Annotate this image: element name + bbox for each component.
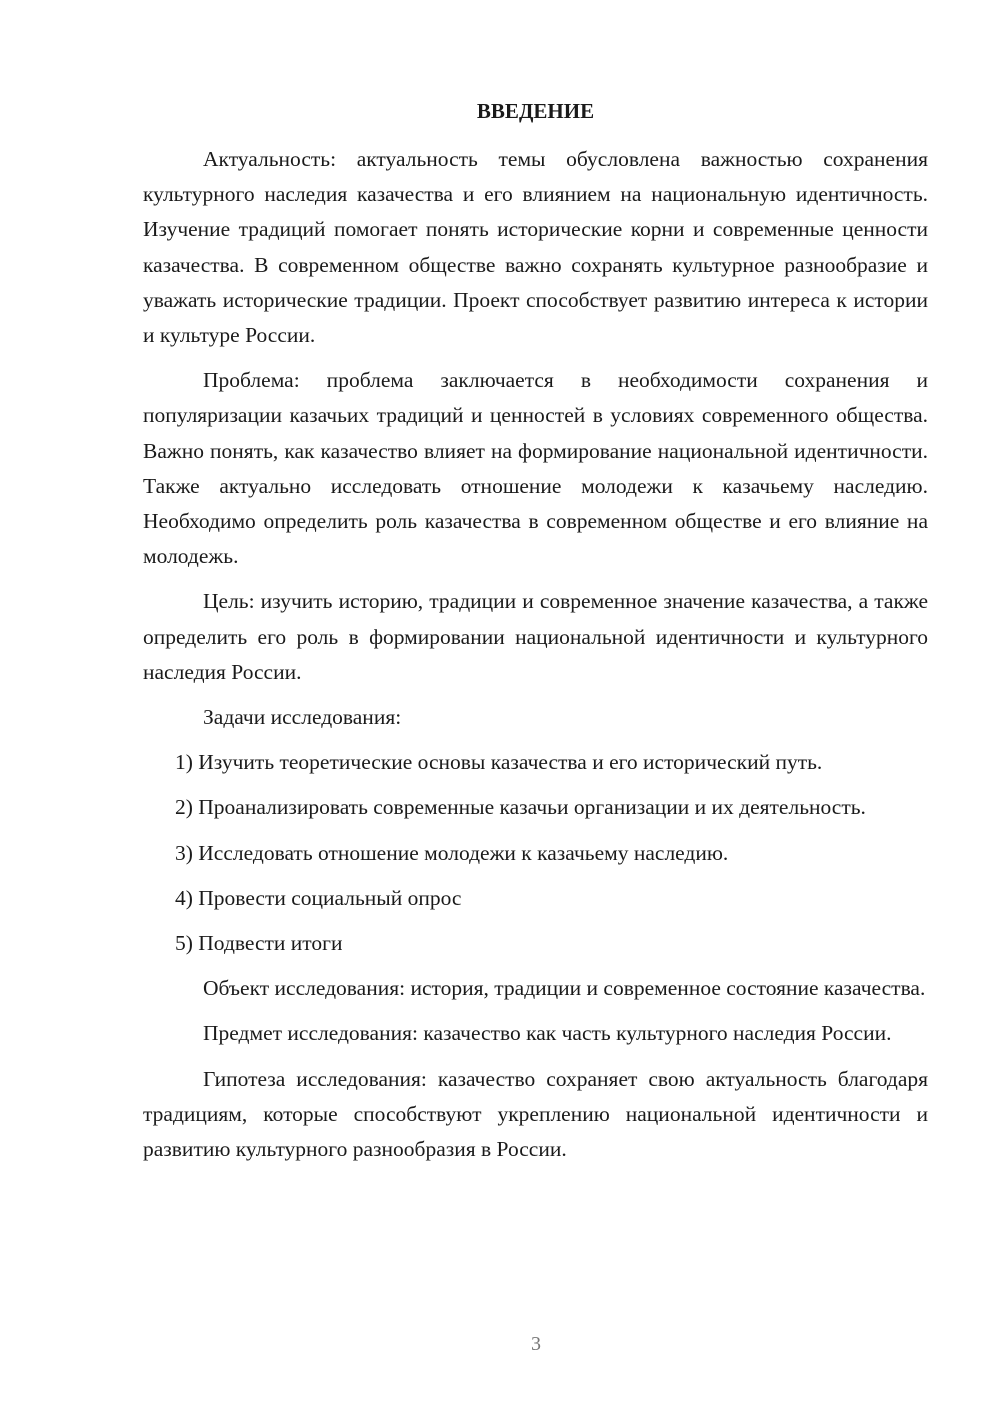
goal-paragraph: Цель: изучить историю, традиции и современное значение казачества, а также определить его роль в формировании национальной идентичности и культурного наследия России. <box>143 589 928 684</box>
hypothesis-paragraph: Гипотеза исследования: казачество сохраняет свою актуальность благодаря традициям, которые способствуют укреплению национальной идентичности и развитию культурного разнообразия в России. <box>143 1066 928 1162</box>
page-number: 3 <box>531 1333 541 1355</box>
document-page <box>143 94 928 1177</box>
relevance-paragraph: Актуальность: актуальность темы обусловлена важностью сохранения культурного наследия казачества и его влиянием на национальную идентичность. Изучение традиций помогает понять исторические корни и современные ценности казачества. В современном обществе важно сохранять культурное разнообразие и уважать исторические традиции. Проект способствует развитию интереса к истории и культуре России. <box>143 147 928 348</box>
page-title: ВВЕДЕНИЕ <box>476 99 595 123</box>
task-item: 5) Подвести итоги <box>175 931 343 956</box>
task-item: 4) Провести социальный опрос <box>175 885 462 910</box>
problem-paragraph: Проблема: проблема заключается в необходимости сохранения и популяризации казачьих традиций и ценностей в условиях современного общества. Важно понять, как казачество влияет на формирование национальной идентичности. Также актуально исследовать отношение молодежи к казачьему наследию. Необходимо определить роль казачества в современном обществе и его влияние на молодежь. <box>143 368 928 569</box>
task-item: 1) Изучить теоретические основы казачества и его исторический путь. <box>175 750 823 775</box>
task-item: 3) Исследовать отношение молодежи к казачьему наследию. <box>175 840 729 865</box>
object-paragraph: Объект исследования: история, традиции и современное состояние казачества. <box>203 976 926 1001</box>
tasks-heading: Задачи исследования: <box>203 705 402 730</box>
subject-paragraph: Предмет исследования: казачество как часть культурного наследия России. <box>203 1021 892 1046</box>
task-item: 2) Проанализировать современные казачьи организации и их деятельность. <box>175 795 866 820</box>
